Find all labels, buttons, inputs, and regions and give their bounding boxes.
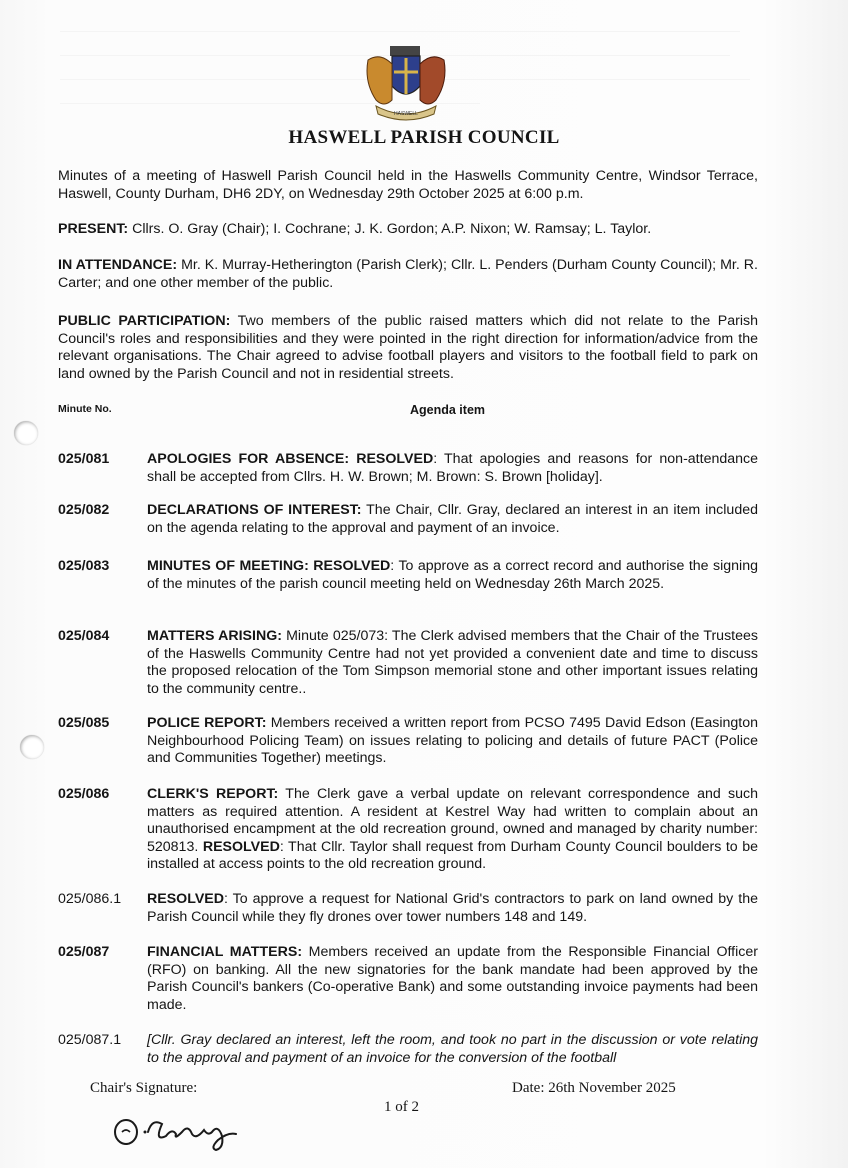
attendance-paragraph	[58, 257, 758, 292]
minute-number: 025/086	[58, 786, 110, 802]
present-label: PRESENT:	[58, 221, 129, 237]
attendance-label: IN ATTENDANCE:	[58, 257, 178, 273]
minute-number: 025/081	[58, 451, 110, 467]
signature-date: Date: 26th November 2025	[512, 1080, 676, 1096]
present-text: Cllrs. O. Gray (Chair); I. Cochrane; J. K. Gordon; A.P. Nixon; W. Ramsay; L. Taylor.	[132, 221, 652, 237]
minute-number: 025/086.1	[58, 891, 122, 907]
crest-motto: HASWELL	[394, 111, 418, 117]
agenda-item-text: DECLARATIONS OF INTEREST: The Chair, Cllr. Gray, declared an interest in an item included on the agenda relating to the approval and payment of an invoice.	[147, 502, 758, 536]
agenda-item-text: [Cllr. Gray declared an interest, left the room, and took no part in the discussion or vote relating to the approval and payment of an invoice for the conversion of the football	[147, 1032, 758, 1066]
attendance-text: Mr. K. Murray-Hetherington (Parish Clerk); Cllr. L. Penders (Durham County Council); Mr. R. Carter; and one other member of the public.	[58, 257, 758, 291]
minute-number: 025/082	[58, 502, 110, 518]
agenda-item-text: POLICE REPORT: Members received a written report from PCSO 7495 David Edson (Easington Neighbourhood Policing Team) on issues relating to policing and details of future PACT (Police and Communities Together) meetings.	[147, 715, 758, 766]
agenda-item-text: MINUTES OF MEETING: RESOLVED: To approve as a correct record and authorise the signing of the minutes of the parish council meeting held on Wednesday 26th March 2025.	[147, 558, 758, 592]
minute-no-header: Minute No.	[58, 403, 112, 415]
chairs-signature-label: Chair's Signature:	[90, 1080, 198, 1096]
council-crest-icon	[362, 42, 450, 124]
present-paragraph	[58, 221, 758, 239]
public-participation-paragraph	[58, 313, 758, 383]
minute-number: 025/087.1	[58, 1032, 122, 1048]
page-number: 1 of 2	[384, 1099, 419, 1115]
public-participation-label: PUBLIC PARTICIPATION:	[58, 313, 231, 329]
chair-signature-icon	[108, 1106, 258, 1152]
public-participation-text: Two members of the public raised matters which did not relate to the Parish Council's roles and responsibilities and they were pointed in the right direction for information/advice from the relevant organisations. The Chair agreed to advise football players and visitors to the football field to park on land owned by the Parish Council and not in residential streets.	[58, 313, 758, 382]
agenda-item-text: APOLOGIES FOR ABSENCE: RESOLVED: That apologies and reasons for non-attendance shall be accepted from Cllrs. H. W. Brown; M. Brown: S. Brown [holiday].	[147, 451, 759, 485]
agenda-item-text: FINANCIAL MATTERS: Members received an update from the Responsible Financial Officer (RFO) on banking. All the new signatories for the bank mandate had been approved by the Parish Council's bankers (Co-operative Bank) and some outstanding invoice payments had been made.	[147, 944, 758, 1013]
minute-number: 025/087	[58, 944, 110, 960]
intro-paragraph: Minutes of a meeting of Haswell Parish Council held in the Haswells Community Centre, Windsor Terrace, Haswell, County Durham, DH6 2DY, on Wednesday 29th October 2025 at 6:00 p.m.	[58, 168, 758, 202]
punch-hole	[14, 421, 38, 445]
agenda-item-header: Agenda item	[410, 403, 486, 417]
agenda-item-text: CLERK'S REPORT: The Clerk gave a verbal update on relevant correspondence and such matters as required attention. A resident at Kestrel Way had written to complain about an unauthorised encampment at the old recreation ground, owned and managed by charity number: 520813. RESOLVED: That Cllr. Taylor shall request from Durham County Council boulders to be installed at access points to the old recreation ground.	[147, 786, 758, 872]
minute-number: 025/085	[58, 715, 110, 731]
page-title: HASWELL PARISH COUNCIL	[288, 127, 560, 148]
agenda-item-text: RESOLVED: To approve a request for National Grid's contractors to park on land owned by the Parish Council while they fly drones over tower numbers 148 and 149.	[147, 891, 758, 925]
punch-hole	[20, 735, 44, 759]
minute-number: 025/083	[58, 558, 110, 574]
agenda-item-text: MATTERS ARISING: Minute 025/073: The Clerk advised members that the Chair of the Trustees of the Haswells Community Centre had not yet provided a convenient date and time to discuss the proposed relocation of the Tom Simpson memorial stone and other important issues relating to the community centre..	[147, 628, 758, 697]
minute-number: 025/084	[58, 628, 110, 644]
